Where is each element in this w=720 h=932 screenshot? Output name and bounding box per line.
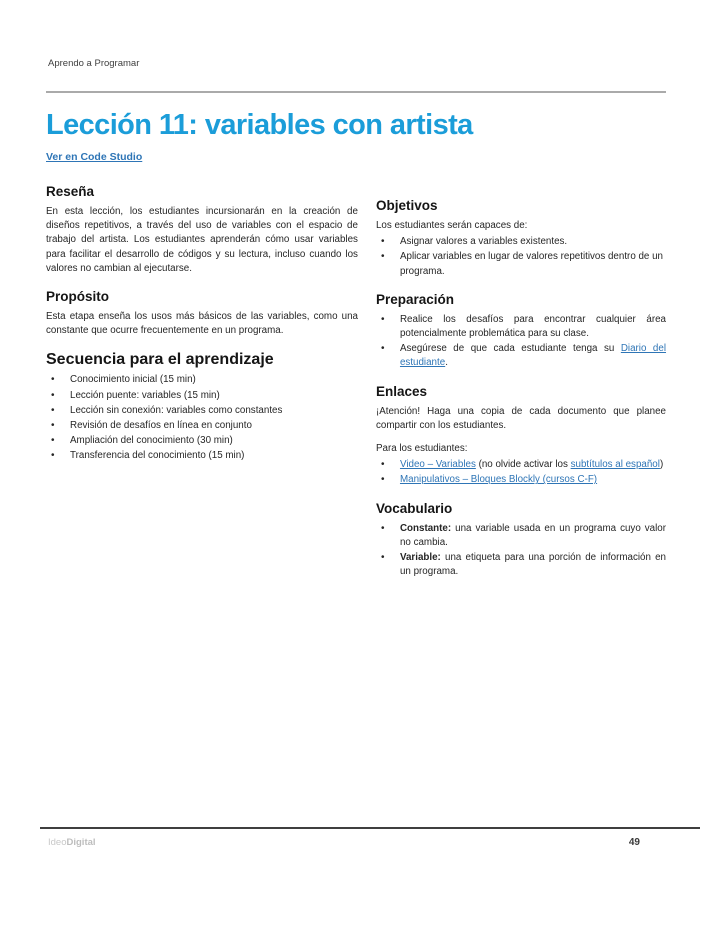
list-item	[376, 458, 666, 472]
objetivos-list	[376, 235, 666, 279]
left-column	[46, 171, 358, 588]
header-brand: Aprendo a Programar	[48, 58, 140, 69]
list-item: • Aplicar variables en lugar de valores repetitivos dentro de un programa.	[376, 250, 666, 278]
page-footer	[40, 827, 700, 848]
list-item: • Revisión de desafíos en línea en conjunto	[46, 419, 358, 433]
secuencia-heading: Secuencia para el aprendizaje	[46, 351, 274, 369]
header-divider	[46, 91, 666, 93]
enlaces-intro: Para los estudiantes:	[375, 443, 468, 455]
diario-del-estudiante-link[interactable]: Diario del estudiante	[399, 343, 667, 369]
list-item	[376, 551, 666, 579]
enlaces-heading: Enlaces	[375, 383, 428, 399]
subtitulos-espanol-link[interactable]: subtítulos al español	[570, 459, 660, 471]
footer-row	[40, 837, 700, 848]
footer-divider	[40, 827, 700, 829]
video-variables-link[interactable]: Video – Variables	[399, 459, 476, 471]
two-column-layout	[46, 171, 666, 588]
right-column	[376, 171, 666, 588]
preparacion-item-text: Asegúrese de que cada estudiante tenga su	[399, 343, 621, 355]
proposito-heading: Propósito	[46, 289, 109, 305]
vocab-term: Constante:	[399, 522, 452, 534]
secuencia-list	[46, 373, 358, 463]
list-item: • Ampliación del conocimiento (30 min)	[46, 434, 358, 448]
list-item	[376, 522, 666, 550]
manipulativos-blockly-link[interactable]: Manipulativos – Bloques Blockly (cursos C-F)	[399, 474, 598, 486]
vocab-definition: una variable usada en un programa cuyo valor no cambia.	[399, 522, 666, 548]
list-item: • Transferencia del conocimiento (15 min)	[46, 449, 358, 463]
page-number: 49	[628, 837, 640, 848]
proposito-paragraph: Esta etapa enseña los usos más básicos de las variables, como una constante que ocurre frecuentemente en un programa.	[46, 311, 358, 337]
vocab-definition: una etiqueta para una porción de información en un programa.	[399, 552, 666, 578]
preparacion-heading: Preparación	[375, 291, 455, 307]
resena-paragraph: En esta lección, los estudiantes incursionarán en la creación de diseños repetitivos, a través del uso de variables con el espacio de trabajo del artista. Los estudiantes aprenderán cómo usar variables para facilitar el desarrollo de códigos y su lectura, incluso cuando los valores no cambian al ejecutarse.	[46, 206, 358, 274]
list-item	[376, 342, 666, 370]
footer-brand-light: Ideo	[48, 837, 67, 848]
objetivos-intro: Los estudiantes serán capaces de:	[375, 220, 528, 231]
vocabulario-heading: Vocabulario	[375, 500, 453, 516]
list-item: • Lección sin conexión: variables como constantes	[46, 404, 358, 418]
objetivos-heading: Objetivos	[375, 198, 438, 213]
preparacion-item-suffix: .	[445, 357, 448, 369]
preparacion-list	[376, 313, 666, 371]
enlaces-item-text: (no olvide activar los	[475, 459, 571, 471]
list-item	[376, 473, 666, 487]
footer-brand-bold: Digital	[66, 837, 96, 848]
list-item: • Conocimiento inicial (15 min)	[46, 373, 358, 387]
enlaces-item-suffix: )	[659, 459, 664, 471]
page-title: Lección 11: variables con artista	[46, 109, 473, 141]
list-item: • Asignar valores a variables existentes.	[376, 235, 666, 249]
enlaces-list	[376, 458, 666, 487]
enlaces-notice: ¡Atención! Haga una copia de cada documento que planee compartir con los estudiantes.	[375, 405, 666, 431]
view-in-code-studio-link[interactable]: Ver en Code Studio	[46, 151, 143, 163]
vocab-term: Variable:	[399, 552, 441, 564]
list-item: • Lección puente: variables (15 min)	[46, 389, 358, 403]
resena-heading: Reseña	[46, 184, 95, 199]
footer-brand	[48, 837, 96, 848]
vocabulario-list	[376, 522, 666, 580]
list-item: • Realice los desafíos para encontrar cualquier área potencialmente problemática para su clase.	[376, 313, 666, 341]
